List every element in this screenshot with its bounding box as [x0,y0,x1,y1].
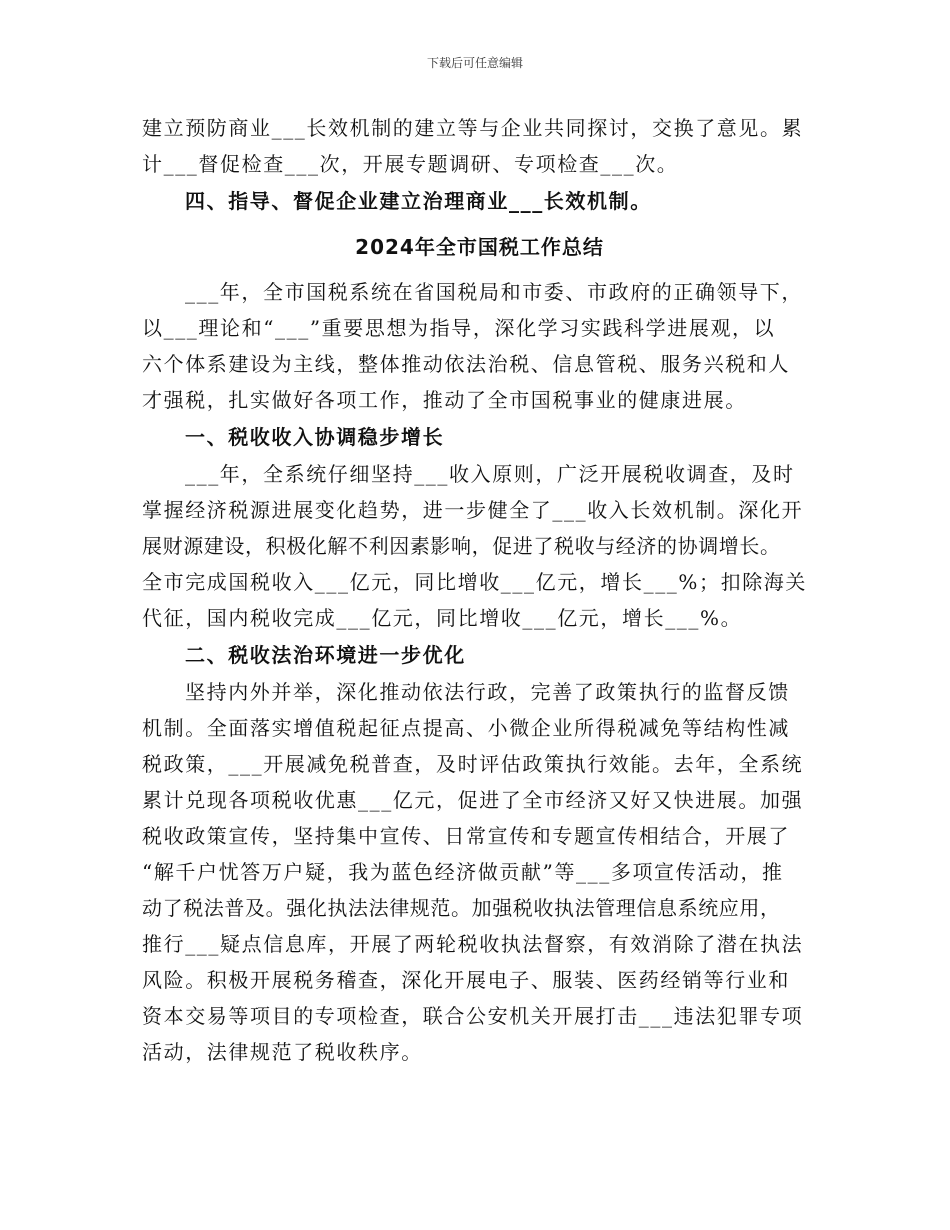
header-note: 下载后可任意编辑 [426,56,523,70]
paragraph-line: 建立预防商业___长效机制的建立等与企业共同探讨，交换了意见。累 [142,116,804,140]
paragraph-line: 活动，法律规范了税收秩序。 [142,1040,423,1064]
paragraph-line: 代征，国内税收完成___亿元，同比增收___亿元，增长___%。 [142,606,743,630]
section-heading-one: 一、税收收入协调稳步增长 [185,425,445,449]
section-heading-four: 四、指导、督促企业建立治理商业___长效机制。 [185,189,652,213]
paragraph-line: 展财源建设，积极化解不利因素影响，促进了税收与经济的协调增长。 [142,534,781,558]
paragraph-line: 坚持内外并举，深化推动依法行政，完善了政策执行的监督反馈 [185,680,790,704]
paragraph-line: 计___督促检查___次，开展专题调研、专项检查___次。 [142,152,679,176]
paragraph-line: 六个体系建设为主线，整体推动依法治税、信息管税、服务兴税和人 [142,352,790,376]
paragraph-line: 风险。积极开展税务稽查，深化开展电子、服装、医药经销等行业和 [142,968,790,992]
paragraph-line: 动了税法普及。强化执法法律规范。加强税收执法管理信息系统应用， [142,896,781,920]
paragraph-line: 才强税，扎实做好各项工作，推动了全市国税事业的健康进展。 [142,388,747,412]
section-heading-two: 二、税收法治环境进一步优化 [185,643,466,667]
paragraph-line: 累计兑现各项税收优惠___亿元，促进了全市经济又好又快进展。加强 [142,788,804,812]
document-body [142,110,817,1070]
paragraph-line: ___年，全系统仔细坚持___收入原则，广泛开展税收调查，及时 [185,462,795,486]
document-title: 2024年全市国税工作总结 [355,235,604,259]
paragraph-line: 以___理论和“___”重要思想为指导，深化学习实践科学进展观，以 [142,316,776,340]
paragraph-line: “解千户忧答万户疑，我为蓝色经济做贡献”等___多项宣传活动，推 [142,860,784,884]
paragraph-line: 机制。全面落实增值税起征点提高、小微企业所得税减免等结构性减 [142,716,790,740]
paragraph-line: 推行___疑点信息库，开展了两轮税收执法督察，有效消除了潜在执法 [142,932,804,956]
paragraph-line: 资本交易等项目的专项检查，联合公安机关开展打击___违法犯罪专项 [142,1004,804,1028]
paragraph-line: 税政策，___开展减免税普查，及时评估政策执行效能。去年，全系统 [142,752,804,776]
paragraph-line: 掌握经济税源进展变化趋势，进一步健全了___收入长效机制。深化开 [142,498,804,522]
paragraph-line: ___年，全市国税系统在省国税局和市委、市政府的正确领导下， [185,280,803,304]
paragraph-line: 税收政策宣传，坚持集中宣传、日常宣传和专题宣传相结合，开展了 [142,824,790,848]
paragraph-line: 全市完成国税收入___亿元，同比增收___亿元，增长___%；扣除海关 [142,570,808,594]
